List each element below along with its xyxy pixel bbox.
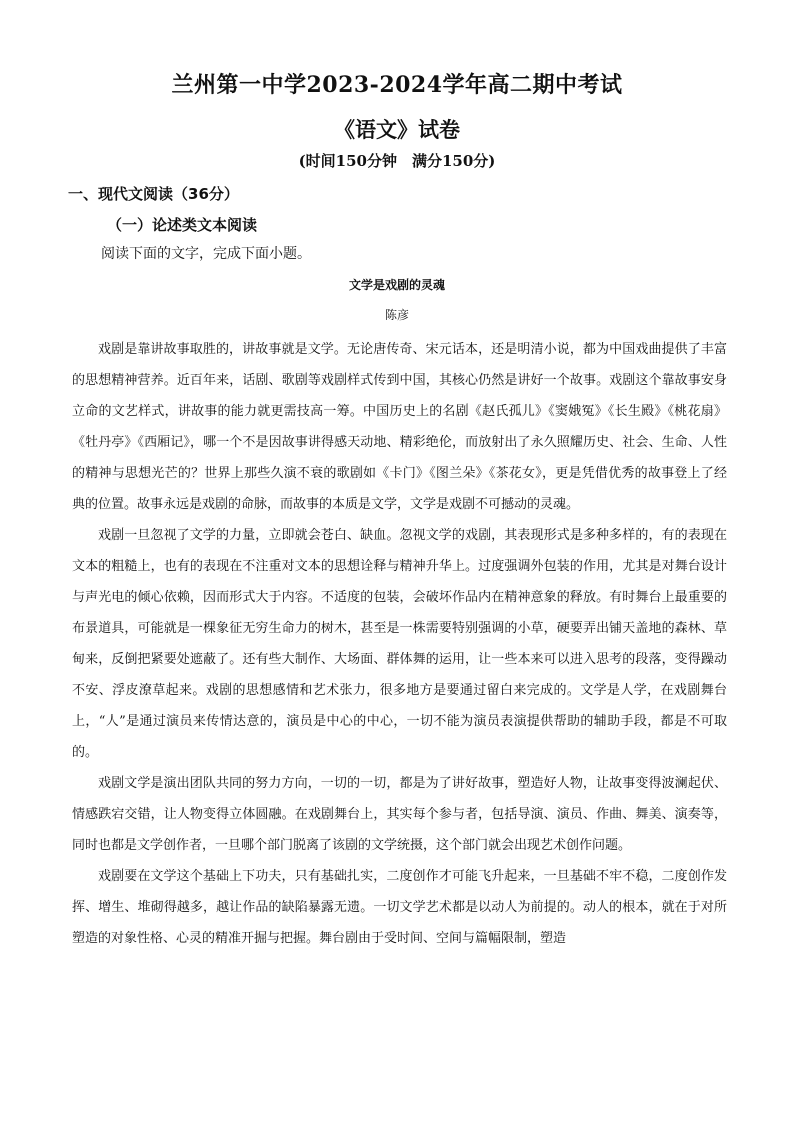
exam-title: 兰州第一中学2023-2024学年高二期中考试	[171, 72, 623, 98]
section-subheading: （一）论述类文本阅读	[107, 216, 258, 234]
article-paragraph: 戏剧一旦忽视了文学的力量，立即就会苍白、缺血。忽视文学的戏剧，其表现形式是多种多样的，有的表现在文本的粗糙上，也有的表现在不注重对文本的思想诠释与精神升华上。过度强调外包装的作用，尤其是对舞台设计与声光电的倾心依赖，因而形式大于内容。不适度的包装，会破坏作品内在精神意象的释放。有时舞台上最重要的布景道具，可能就是一棵象征无穷生命力的树木，甚至是一株需要特别强调的小草，硬要弄出铺天盖地的森林、草甸来，反倒把紧要处遮蔽了。还有些大制作、大场面、群体舞的运用，让一些本来可以进入思考的段落，变得躁动不安、浮皮潦草起来。戏剧的思想感情和艺术张力，很多地方是要通过留白来完成的。文学是人学，在戏剧舞台上，“人”是通过演员来传情达意的，演员是中心的中心，一切不能为演员表演提供帮助的辅助手段，都是不可取的。	[72, 528, 727, 760]
section-heading: 一、现代文阅读（36分）	[68, 185, 239, 203]
instruction-text: 阅读下面的文字，完成下面小题。	[101, 246, 311, 262]
article-paragraph: 戏剧文学是演出团队共同的努力方向，一切的一切，都是为了讲好故事，塑造好人物，让故事变得波澜起伏、情感跌宕交错，让人物变得立体圆融。在戏剧舞台上，其实每个参与者，包括导演、演员、作曲、舞美、演奏等，同时也都是文学创作者，一旦哪个部门脱离了该剧的文学统摄，这个部门就会出现艺术创作问题。	[72, 776, 727, 853]
article-body	[72, 334, 727, 954]
article-title: 文学是戏剧的灵魂	[348, 278, 445, 292]
exam-subtitle: 《语文》试卷	[334, 117, 460, 142]
article-paragraph: 戏剧是靠讲故事取胜的，讲故事就是文学。无论唐传奇、宋元话本，还是明清小说，都为中国戏曲提供了丰富的思想精神营养。近百年来，话剧、歌剧等戏剧样式传到中国，其核心仍然是讲好一个故事。戏剧这个靠故事安身立命的文艺样式，讲故事的能力就更需技高一筹。中国历史上的名剧《赵氏孤儿》《窦娥冤》《长生殿》《桃花扇》《牡丹亭》《西厢记》，哪一个不是因故事讲得感天动地、精彩绝伦，而放射出了永久照耀历史、社会、生命、人性的精神与思想光芒的？世界上那些久演不衰的歌剧如《卡门》《图兰朵》《茶花女》，更是凭借优秀的故事登上了经典的位置。故事永远是戏剧的命脉，而故事的本质是文学，文学是戏剧不可撼动的灵魂。	[72, 342, 727, 512]
exam-time-score: (时间150分钟 满分150分)	[298, 152, 496, 170]
article-author: 陈彦	[384, 308, 409, 322]
article-paragraph: 戏剧要在文学这个基础上下功夫，只有基础扎实，二度创作才可能飞升起来，一旦基础不牢不稳，二度创作发挥、增生、堆砌得越多，越让作品的缺陷暴露无遗。一切文学艺术都是以动人为前提的。动人的根本，就在于对所塑造的对象性格、心灵的精准开掘与把握。舞台剧由于受时间、空间与篇幅限制，塑造	[72, 869, 727, 946]
